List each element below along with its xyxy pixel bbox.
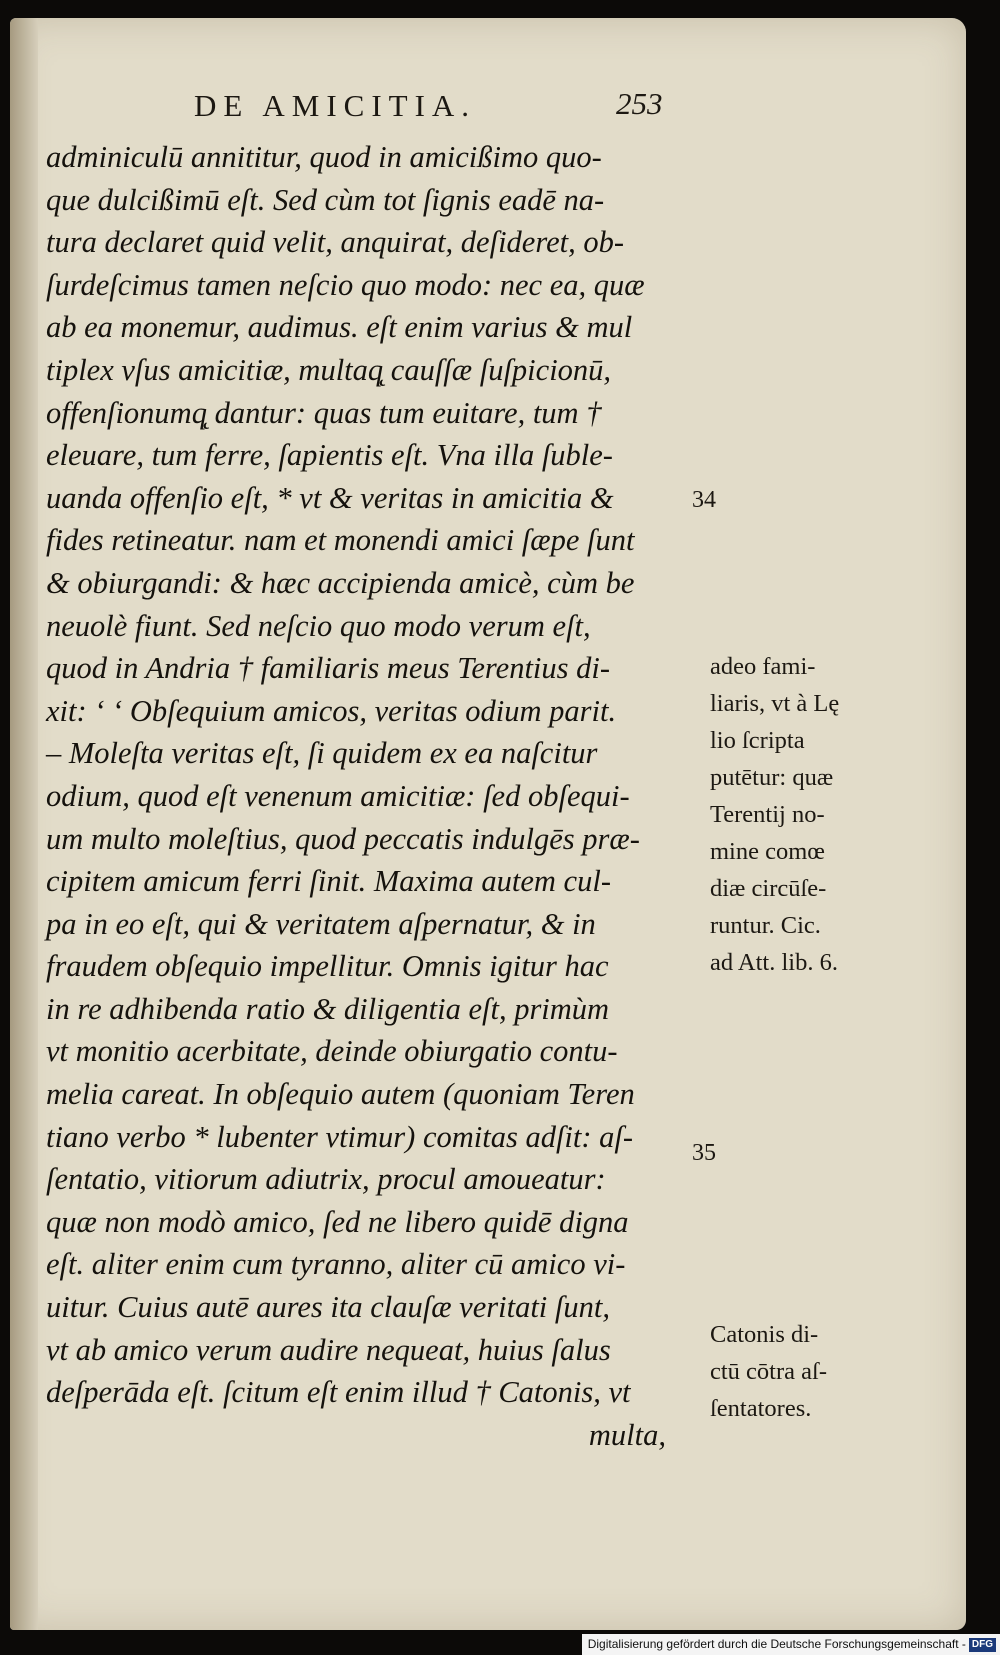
- body-line: fides retineatur. nam et monendi amici ſæpe ſunt: [46, 523, 635, 558]
- body-line: uitur. Cuius autē aures ita clauſæ veritati ſunt,: [46, 1290, 610, 1325]
- body-line: & obiurgandi: & hæc accipienda amicè, cùm be: [46, 565, 635, 600]
- body-line: tiplex vſus amicitiæ, multaq̨ cauſſæ ſuſpicionū,: [46, 352, 612, 387]
- body-line: eleuare, tum ferre, ſapientis eſt. Vna illa ſuble-: [46, 438, 613, 473]
- side-note-line: lio ſcripta: [710, 727, 805, 754]
- body-line: tiano verbo * lubenter vtimur) comitas adſit: aſ-: [46, 1119, 634, 1154]
- body-line: ſentatio, vitiorum adiutrix, procul amoueatur:: [46, 1162, 606, 1197]
- body-line: xit: ‘ ‘ Obſequium amicos, veritas odium parit.: [46, 693, 617, 728]
- side-note-terence: [710, 648, 890, 981]
- body-line: deſperāda eſt. ſcitum eſt enim illud † Catonis, vt: [46, 1375, 631, 1410]
- body-line: odium, quod eſt venenum amicitiæ: ſed obſequi-: [46, 778, 630, 813]
- body-line: tura declaret quid velit, anquirat, deſideret, ob-: [46, 225, 624, 260]
- body-line: quod in Andria † familiaris meus Terentius di-: [46, 651, 611, 686]
- credit-text: Digitalisierung gefördert durch die Deutsche Forschungsgemeinschaft -: [587, 1637, 966, 1651]
- body-line: quæ non modò amico, ſed ne libero quidē digna: [46, 1204, 629, 1239]
- body-line: uanda offenſio eſt, * vt & veritas in amicitia &: [46, 480, 614, 515]
- body-line: ſurdeſcimus tamen neſcio quo modo: nec ea, quæ: [46, 267, 645, 302]
- body-text: [46, 136, 706, 1456]
- body-line: melia careat. In obſequio autem (quoniam Teren: [46, 1077, 635, 1112]
- digitization-credit: [582, 1634, 1000, 1655]
- body-line: neuolè fiunt. Sed neſcio quo modo verum eſt,: [46, 608, 591, 643]
- body-line: – Moleſta veritas eſt, ſi quidem ex ea naſcitur: [46, 736, 598, 771]
- side-note-line: Catonis di-: [710, 1321, 819, 1348]
- body-line: ab ea monemur, audimus. eſt enim varius & mul: [46, 310, 633, 345]
- body-line: fraudem obſequio impellitur. Omnis igitur hac: [46, 949, 609, 984]
- body-line: adminiculū annititur, quod in amicißimo quo-: [46, 140, 602, 174]
- side-note-line: diæ circūſe-: [710, 875, 827, 902]
- margin-number-35: 35: [692, 1140, 716, 1166]
- side-note-line: Terentij no-: [710, 801, 825, 828]
- side-note-line: ſentatores.: [710, 1395, 812, 1422]
- margin-number-34: 34: [692, 487, 716, 513]
- side-note-line: adeo fami-: [710, 653, 816, 680]
- body-line: offenſionumq̨ dantur: quas tum euitare, tum †: [46, 395, 602, 430]
- dfg-logo-badge: DFG: [969, 1638, 996, 1652]
- side-note-line: ad Att. lib. 6.: [710, 949, 838, 976]
- body-line: pa in eo eſt, qui & veritatem aſpernatur, & in: [46, 906, 596, 941]
- body-line: vt ab amico verum audire nequeat, huius ſalus: [46, 1332, 611, 1367]
- side-note-line: ctū cōtra aſ-: [710, 1358, 827, 1385]
- book-page: [10, 18, 966, 1630]
- body-line: vt monitio acerbitate, deinde obiurgatio contu-: [46, 1034, 618, 1069]
- running-head: DE AMICITIA.: [194, 88, 477, 123]
- body-line: eſt. aliter enim cum tyranno, aliter cū amico vi-: [46, 1247, 626, 1282]
- body-line: multa,: [588, 1417, 666, 1452]
- body-line: in re adhibenda ratio & diligentia eſt, primùm: [46, 991, 610, 1026]
- body-line: que dulcißimū eſt. Sed cùm tot ſignis eadē na-: [46, 182, 605, 217]
- body-line: cipitem amicum ferri ſinit. Maxima autem cul-: [46, 864, 611, 899]
- side-note-line: mine comœ: [710, 838, 825, 865]
- side-note-cato: [710, 1316, 890, 1427]
- body-line: um multo moleſtius, quod peccatis indulgēs præ-: [46, 821, 640, 856]
- page-number: 253: [616, 86, 663, 121]
- page-gutter: [10, 18, 38, 1630]
- side-note-line: runtur. Cic.: [710, 912, 821, 939]
- side-note-line: liaris, vt à Lę: [710, 690, 840, 717]
- side-note-line: putētur: quæ: [710, 764, 834, 791]
